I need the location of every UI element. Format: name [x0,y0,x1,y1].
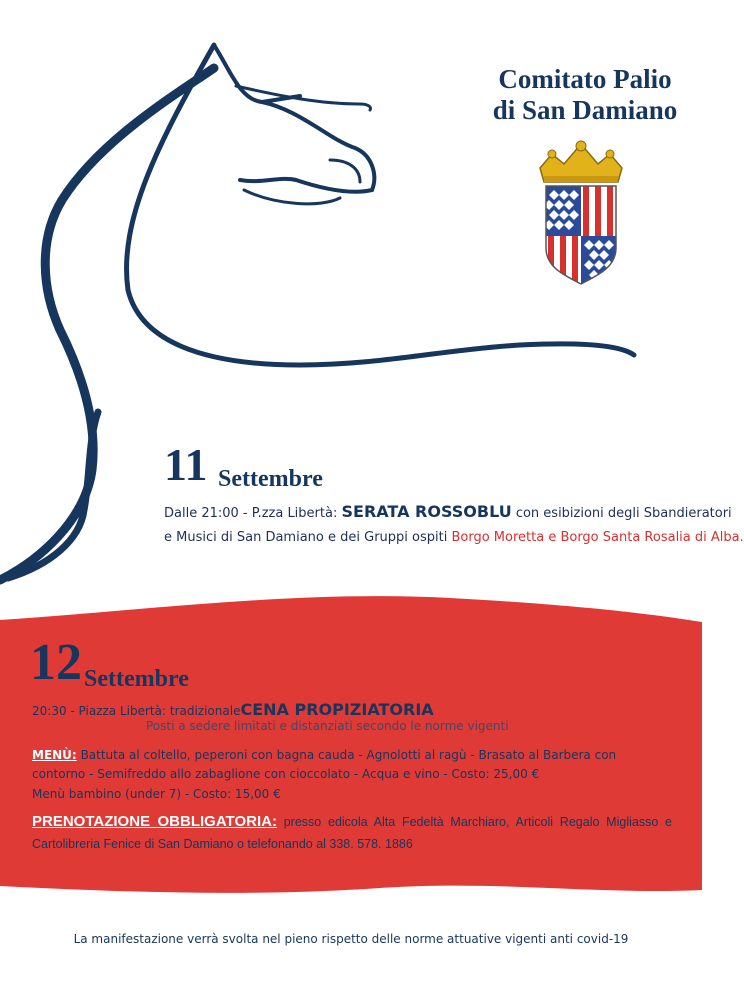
day-12-number: 12 [30,634,82,691]
horse-muzzle-stroke [240,179,372,192]
booking-block [32,811,672,855]
day-12-event-title: CENA PROPIZIATORIA [240,700,434,719]
booking-label: PRENOTAZIONE OBBLIGATORIA: [32,813,277,830]
menu-block [32,746,672,784]
crown-icon [540,141,622,182]
day-11-number: 11 [164,439,208,490]
organizer-title-line1: Comitato Palio [498,64,672,94]
organizer-title [470,64,700,126]
day-12-month: Settembre [84,666,189,692]
horse-nostril-stroke [330,160,360,182]
menu-label: MENÙ: [32,748,77,762]
horse-mane-stroke [236,86,371,110]
day-11-event-title: SERATA ROSSOBLU [341,502,512,521]
day-11-description-b: e Musici di San Damiano e dei Gruppi ospiti [164,530,448,545]
day-11-line-2 [164,530,744,545]
day-12-time-place: 20:30 - Piazza Libertà: [32,704,167,718]
day-12-pre-event: tradizionale [169,704,241,718]
day-11-time-place: Dalle 21:00 - P.zza Libertà: [164,506,338,521]
day-12-line-1 [32,700,434,719]
day-12-seating-note: Posti a sedere limitati e distanziati secondo le norme vigenti [146,719,509,733]
footer-note: La manifestazione verrà svolta nel pieno rispetto delle norme attuative vigenti anti covid-19 [73,932,629,946]
horse-back-stroke [8,412,98,578]
organizer-title-line2: di San Damiano [492,95,678,125]
horse-forehead-stroke [262,102,374,190]
menu-text: Battuta al coltello, peperoni con bagna cauda - Agnolotti al ragù - Brasato al Barbera con contorno - Semifreddo allo zabaglione con cioccolato - Acqua e vino - Costo: 25,00 € [32,748,617,781]
kids-menu: Menù bambino (under 7) - Costo: 15,00 € [32,787,281,801]
horse-ear-stroke [214,45,300,102]
day-11-guests: Borgo Moretta e Borgo Santa Rosalia di Alba. [451,530,744,545]
booking-text: presso edicola Alta Fedeltà Marchiaro, Articoli Regalo Migliasso e Cartolibreria Fenice di San Damiano o telefonando al 338. 578. 1886 [32,815,672,851]
day-11-line-1 [164,502,732,521]
horse-jaw-stroke [244,190,340,204]
day-11-month: Settembre [218,466,323,492]
shield-crest [534,138,630,288]
day-11-description-a: con esibizioni degli Sbandieratori [515,506,732,521]
